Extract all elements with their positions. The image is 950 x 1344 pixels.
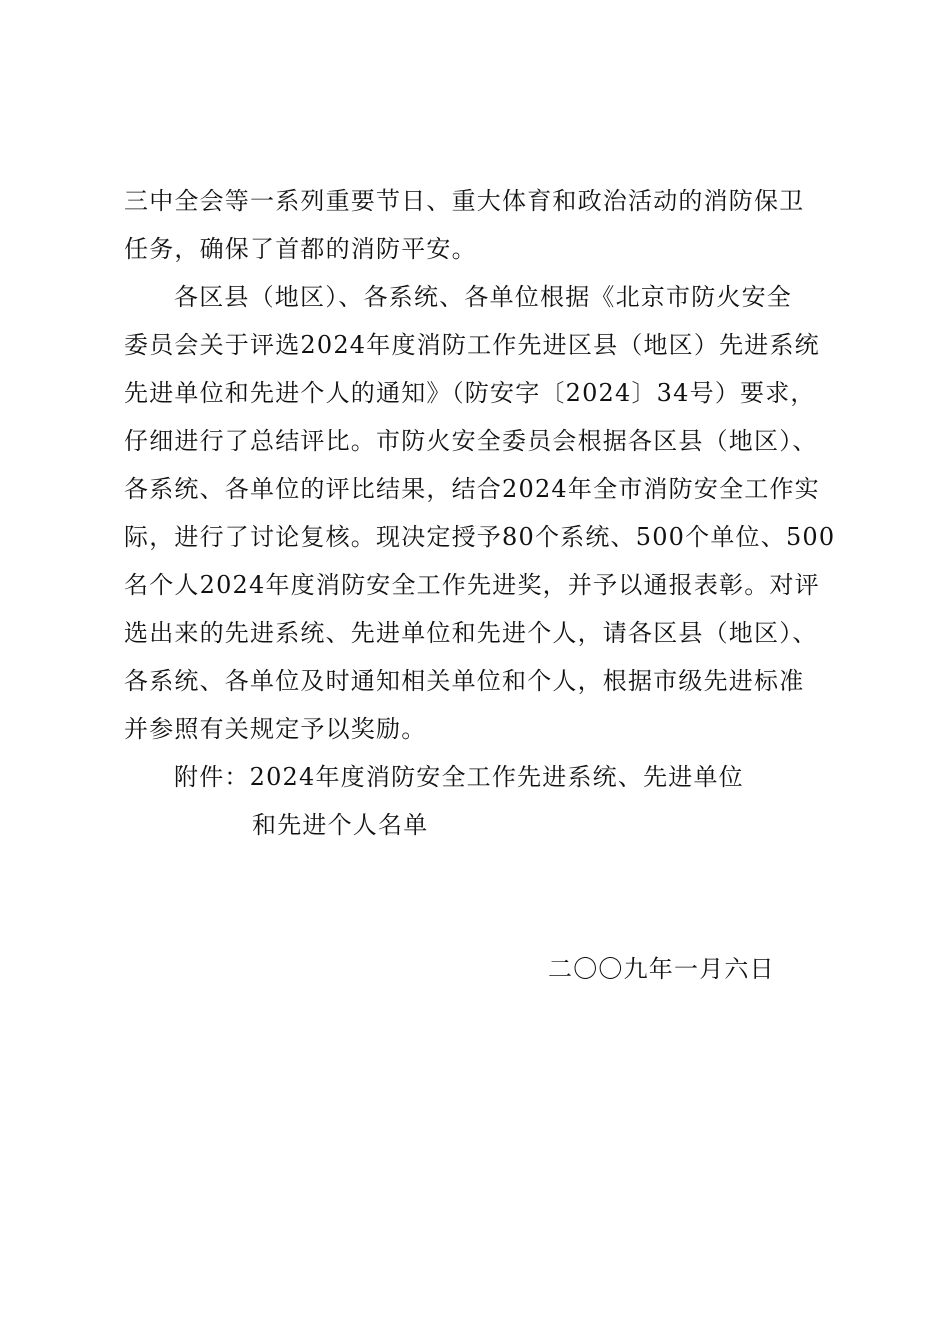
paragraph-2-line-1: 各区县（地区）、各系统、各单位根据《北京市防火安全 <box>174 283 792 311</box>
paragraph-1-line-1: 三中全会等一系列重要节日、重大体育和政治活动的消防保卫 <box>124 187 805 215</box>
document-date: 二〇〇九年一月六日 <box>548 955 775 983</box>
attachment-line-1: 附件：2024年度消防安全工作先进系统、先进单位 <box>174 763 744 791</box>
paragraph-2-line-9: 各系统、各单位及时通知相关单位和个人，根据市级先进标准 <box>124 667 805 695</box>
paragraph-2-line-3: 先进单位和先进个人的通知》（防安字〔2024〕34号）要求， <box>124 379 816 407</box>
paragraph-2-line-2: 委员会关于评选2024年度消防工作先进区县（地区）先进系统 <box>124 331 820 359</box>
attachment-line-2: 和先进个人名单 <box>252 811 429 839</box>
paragraph-2-line-4: 仔细进行了总结评比。市防火安全委员会根据各区县（地区）、 <box>124 427 818 455</box>
paragraph-2-line-8: 选出来的先进系统、先进单位和先进个人，请各区县（地区）、 <box>124 619 818 647</box>
paragraph-2-line-7: 名个人2024年度消防安全工作先进奖，并予以通报表彰。对评 <box>124 571 820 599</box>
paragraph-1-line-2: 任务，确保了首都的消防平安。 <box>124 235 477 263</box>
paragraph-2-line-5: 各系统、各单位的评比结果，结合2024年全市消防安全工作实 <box>124 475 820 503</box>
paragraph-2-line-6: 际，进行了讨论复核。现决定授予80个系统、500个单位、500 <box>124 523 836 551</box>
paragraph-2-line-10: 并参照有关规定予以奖励。 <box>124 715 427 743</box>
